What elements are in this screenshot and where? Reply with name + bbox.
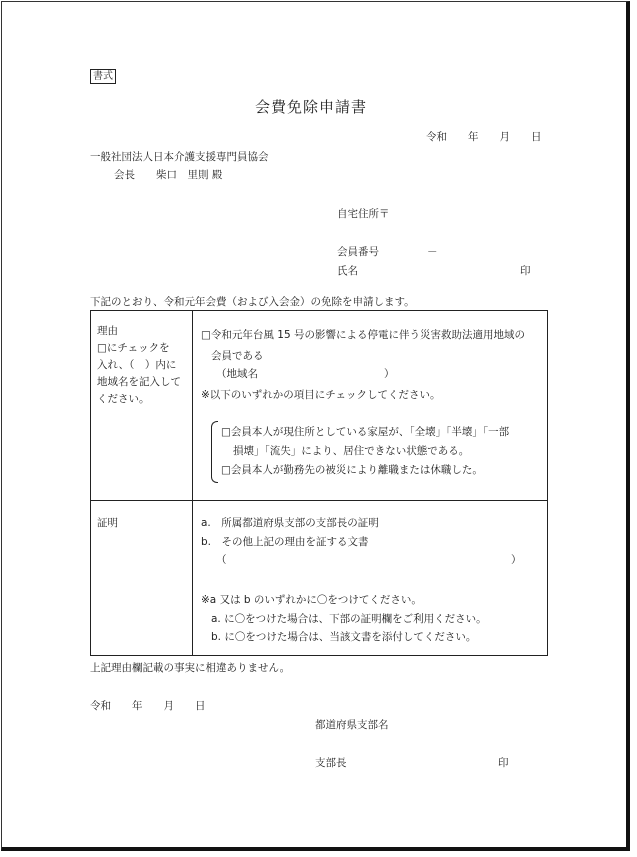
member-no-label: 会員番号 <box>337 246 379 258</box>
option-house-damage[interactable]: □会員本人が現住所としている家屋が、「全壊」「半壊」「一部 <box>221 426 510 438</box>
format-label: 書式 <box>90 69 116 84</box>
application-table <box>90 310 548 656</box>
reason-label-cell <box>91 311 193 501</box>
proof-option-a[interactable]: a. 所属都道府県支部の支部長の証明 <box>201 517 379 529</box>
reason-label-line: 地域名を記入して <box>97 376 181 388</box>
applicant-seal: 印 <box>520 265 531 277</box>
header-date: 令和 年 月 日 <box>426 131 542 143</box>
option-job-loss[interactable]: □会員本人が勤務先の被災により離職または休職した。 <box>221 464 483 476</box>
proof-label-cell <box>91 501 193 656</box>
recipient-org: 一般社団法人日本介護支援専門員協会 <box>90 151 269 163</box>
proof-note: ※a 又は b のいずれかに〇をつけてください。 <box>201 594 422 606</box>
address-label: 自宅住所〒 <box>337 208 390 220</box>
reason-label-line: 理由 <box>97 325 118 337</box>
intro-text: 下記のとおり、令和元年会費（および入会金）の免除を申請します。 <box>90 296 415 308</box>
page-title: 会費免除申請書 <box>255 98 368 116</box>
proof-option-b[interactable]: b. その他上記の理由を証する文書 <box>201 536 369 548</box>
option-house-damage-cont: 損壊」「流失」により、居住できない状態である。 <box>233 445 470 457</box>
reason-line2: 会員である <box>211 350 264 362</box>
proof-doc-paren-close: ） <box>511 554 522 566</box>
proof-content-cell <box>193 501 548 656</box>
proof-note-a: a. に〇をつけた場合は、下部の証明欄をご利用ください。 <box>211 613 487 625</box>
reason-label-line: ください。 <box>97 393 150 405</box>
name-label: 氏名 <box>337 265 358 277</box>
recipient-addressee: 会長 柴口 里則 殿 <box>114 169 223 181</box>
reason-checkbox-line[interactable]: □令和元年台風 15 号の影響による停電に伴う災害救助法適用地域の <box>201 329 525 341</box>
branch-name-label: 都道府県支部名 <box>315 719 389 731</box>
confirm-text: 上記理由欄記載の事実に相違ありません。 <box>90 662 291 674</box>
branch-chief-seal: 印 <box>498 757 509 769</box>
option-brace <box>211 421 218 483</box>
proof-note-b: b. に〇をつけた場合は、当該文書を添付してください。 <box>211 631 477 643</box>
member-no-dash: － <box>427 246 438 258</box>
region-name-field[interactable]: （地域名 ） <box>216 368 395 380</box>
branch-chief-label: 支部長 <box>315 757 347 769</box>
reason-content-cell <box>193 311 548 501</box>
reason-label-line: 入れ、（ ）内に <box>97 359 177 371</box>
proof-doc-paren-open[interactable]: （ <box>216 554 227 566</box>
footer-date: 令和 年 月 日 <box>90 700 206 712</box>
reason-note: ※以下のいずれかの項目にチェックしてください。 <box>201 389 441 401</box>
reason-label-line: □にチェックを <box>97 342 170 354</box>
proof-label: 証明 <box>97 517 118 529</box>
